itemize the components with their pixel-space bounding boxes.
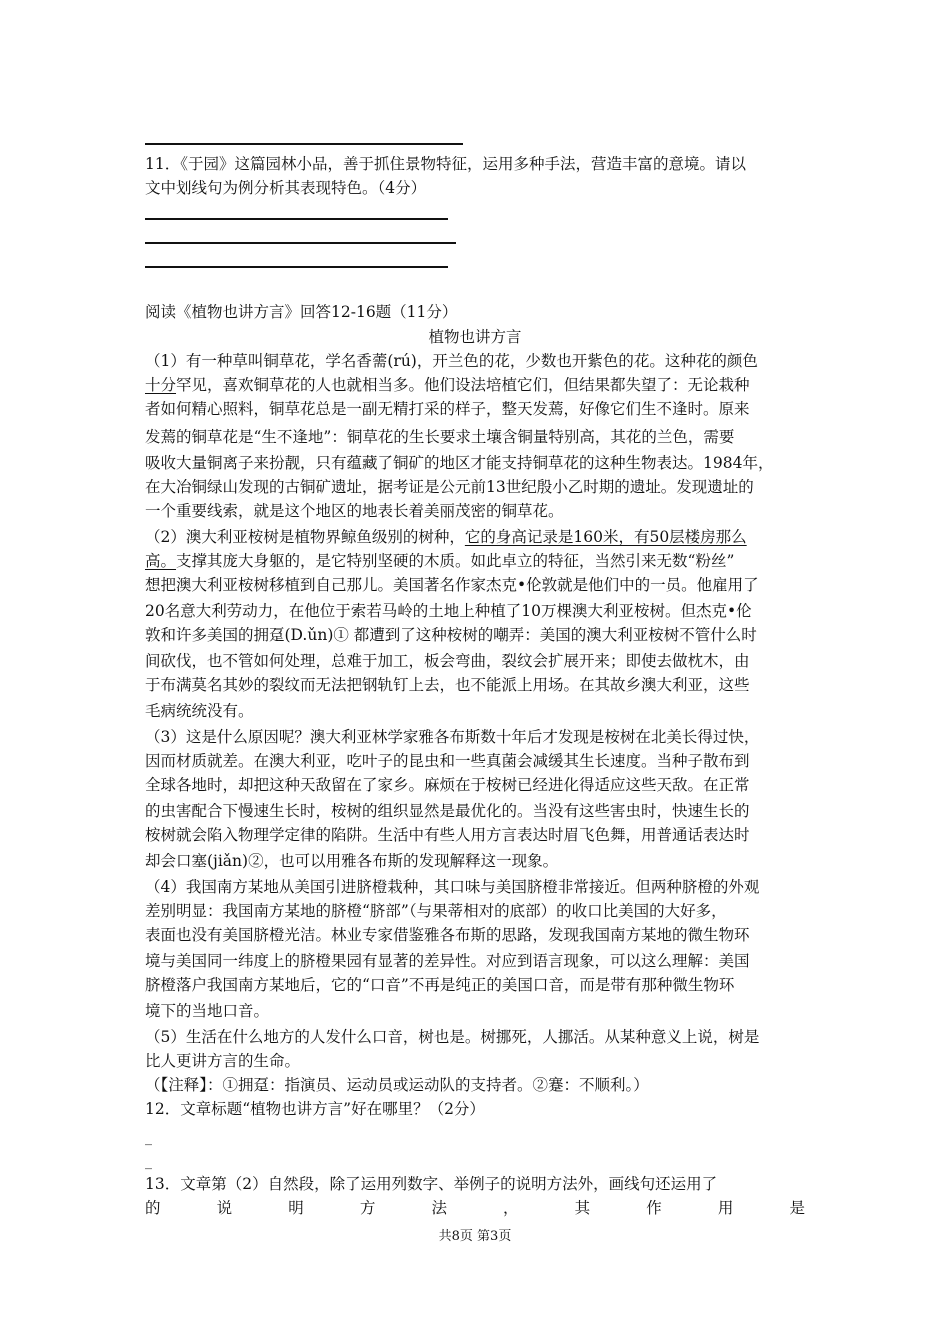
p1-line: 发蔫的铜草花是“生不逢地”：铜草花的生长要求土壤含铜量特别高，其花的兰色，需要 (145, 428, 735, 446)
underlined-sentence: 高。 (145, 552, 177, 570)
q11-line-2: 文中划线句为例分析其表现特色。（4分） (145, 179, 427, 197)
answer-blank: _ (145, 1154, 152, 1170)
p1-line: 在大冶铜绿山发现的古铜矿遗址，据考证是公元前13世纪殷小乙时期的遗址。发现遗址的 (145, 478, 754, 496)
p3-line: 却会口塞(jiǎn)②，也可以用雅各布斯的发现解释这一现象。 (145, 852, 559, 870)
answer-line (145, 218, 448, 220)
p1-line: （1）有一种草叫铜草花，学名香薷(rú)，开兰色的花，少数也开紫色的花。这种花的颜色 (145, 352, 758, 370)
p2-line: 20名意大利劳动力，在他位于索若马岭的土地上种植了10万棵澳大利亚桉树。但杰克•伦 (145, 602, 752, 620)
p2-line: 想把澳大利亚桉树移植到自己那儿。美国著名作家杰克•伦敦就是他们中的一员。他雇用了 (145, 576, 759, 594)
p3-line: 的虫害配合下慢速生长时，桉树的组织显然是最优化的。当没有这些害虫时，快速生长的 (145, 802, 750, 820)
underlined-sentence: 它的身高记录是160米，有50层楼房那么 (464, 528, 747, 546)
p1-line: 十分罕见，喜欢铜草花的人也就相当多。他们设法培植它们，但结果都失望了：无论栽种 (145, 376, 750, 394)
p3-line: 桉树就会陷入物理学定律的陷阱。生活中有些人用方言表达时眉飞色舞，用普通话表达时 (145, 826, 750, 844)
p2-line: 于布满莫名其妙的裂纹而无法把钢轨钉上去，也不能派上用场。在其故乡澳大利亚，这些 (145, 676, 750, 694)
p4-line: 境下的当地口音。 (145, 1002, 270, 1020)
p4-line: 境与美国同一纬度上的脐橙果园有显著的差异性。对应到语言现象，可以这么理解：美国 (145, 952, 750, 970)
underlined-phrase: 十分 (145, 376, 177, 394)
q13-spread-line: 的 说 明 方 法 ， 其 作 用 是 (145, 1199, 805, 1217)
p5-line: 比人更讲方言的生命。 (145, 1052, 301, 1070)
q13-prompt: 13．文章第（2）自然段，除了运用列数字、举例子的说明方法外，画线句还运用了 (145, 1175, 718, 1193)
answer-line (145, 143, 463, 145)
p1-line: 者如何精心照料，铜草花总是一副无精打采的样子，整天发蔫，好像它们生不逢时。原来 (145, 400, 750, 418)
answer-line (145, 266, 448, 268)
p4-line: 表面也没有美国脐橙光洁。林业专家借鉴雅各布斯的思路，发现我国南方某地的微生物环 (145, 926, 750, 944)
p1-line: 一个重要线索，就是这个地区的地表长着美丽茂密的铜草花。 (145, 502, 564, 520)
p3-line: （3）这是什么原因呢？澳大利亚林学家雅各布斯数十年后才发现是桉树在北美长得过快， (145, 728, 760, 746)
p2-line: 敦和许多美国的拥趸(D.ǔn)① 都遭到了这种桉树的嘲弄：美国的澳大利亚桉树不管什么时 (145, 626, 757, 644)
p2-line: （2）澳大利亚桉树是植物界鲸鱼级别的树种，它的身高记录是160米，有50层楼房那么 (145, 528, 747, 546)
q12-prompt: 12．文章标题“植物也讲方言”好在哪里？（2分） (145, 1100, 485, 1118)
reading-intro: 阅读《植物也讲方言》回答12-16题（11分） (145, 303, 458, 321)
p2-line: 毛病统统没有。 (145, 702, 254, 720)
p4-line: （4）我国南方某地从美国引进脐橙栽种，其口味与美国脐橙非常接近。但两种脐橙的外观 (145, 878, 760, 896)
q11-line-1: 11．《于园》这篇园林小品，善于抓住景物特征，运用多种手法，营造丰富的意境。请以 (145, 155, 746, 173)
p2-line: 间砍伐，也不管如何处理，总难于加工，板会弯曲，裂纹会扩展开来；即使去做枕木，由 (145, 652, 750, 670)
p5-line: （5）生活在什么地方的人发什么口音，树也是。树挪死，人挪活。从某种意义上说，树是 (145, 1028, 760, 1046)
article-title: 植物也讲方言 (428, 328, 522, 346)
p1-line: 吸收大量铜离子来扮靓，只有蕴藏了铜矿的地区才能支持铜草花的这种生物表达。1984年， (145, 454, 774, 472)
p4-line: 差别明显：我国南方某地的脐橙“脐部”（与果蒂相对的底部）的收口比美国的大好多， (145, 902, 727, 920)
page-footer: 共8页 第3页 (438, 1229, 512, 1244)
p4-line: 脐橙落户我国南方某地后，它的“口音”不再是纯正的美国口音，而是带有那种微生物环 (145, 976, 735, 994)
annotation-note: （【注释】：①拥趸：指演员、运动员或运动队的支持者。②蹇：不顺利。） (145, 1076, 649, 1094)
answer-line (145, 242, 456, 244)
answer-blank: _ (145, 1130, 152, 1146)
p3-line: 因而材质就差。在澳大利亚，吃叶子的昆虫和一些真菌会减缓其生长速度。当种子散布到 (145, 752, 750, 770)
p3-line: 全球各地时，却把这种天敌留在了家乡。麻烦在于桉树已经进化得适应这些天敌。在正常 (145, 776, 750, 794)
p2-line: 高。支撑其庞大身躯的，是它特别坚硬的木质。如此卓立的特征，当然引来无数“粉丝” (145, 552, 735, 570)
